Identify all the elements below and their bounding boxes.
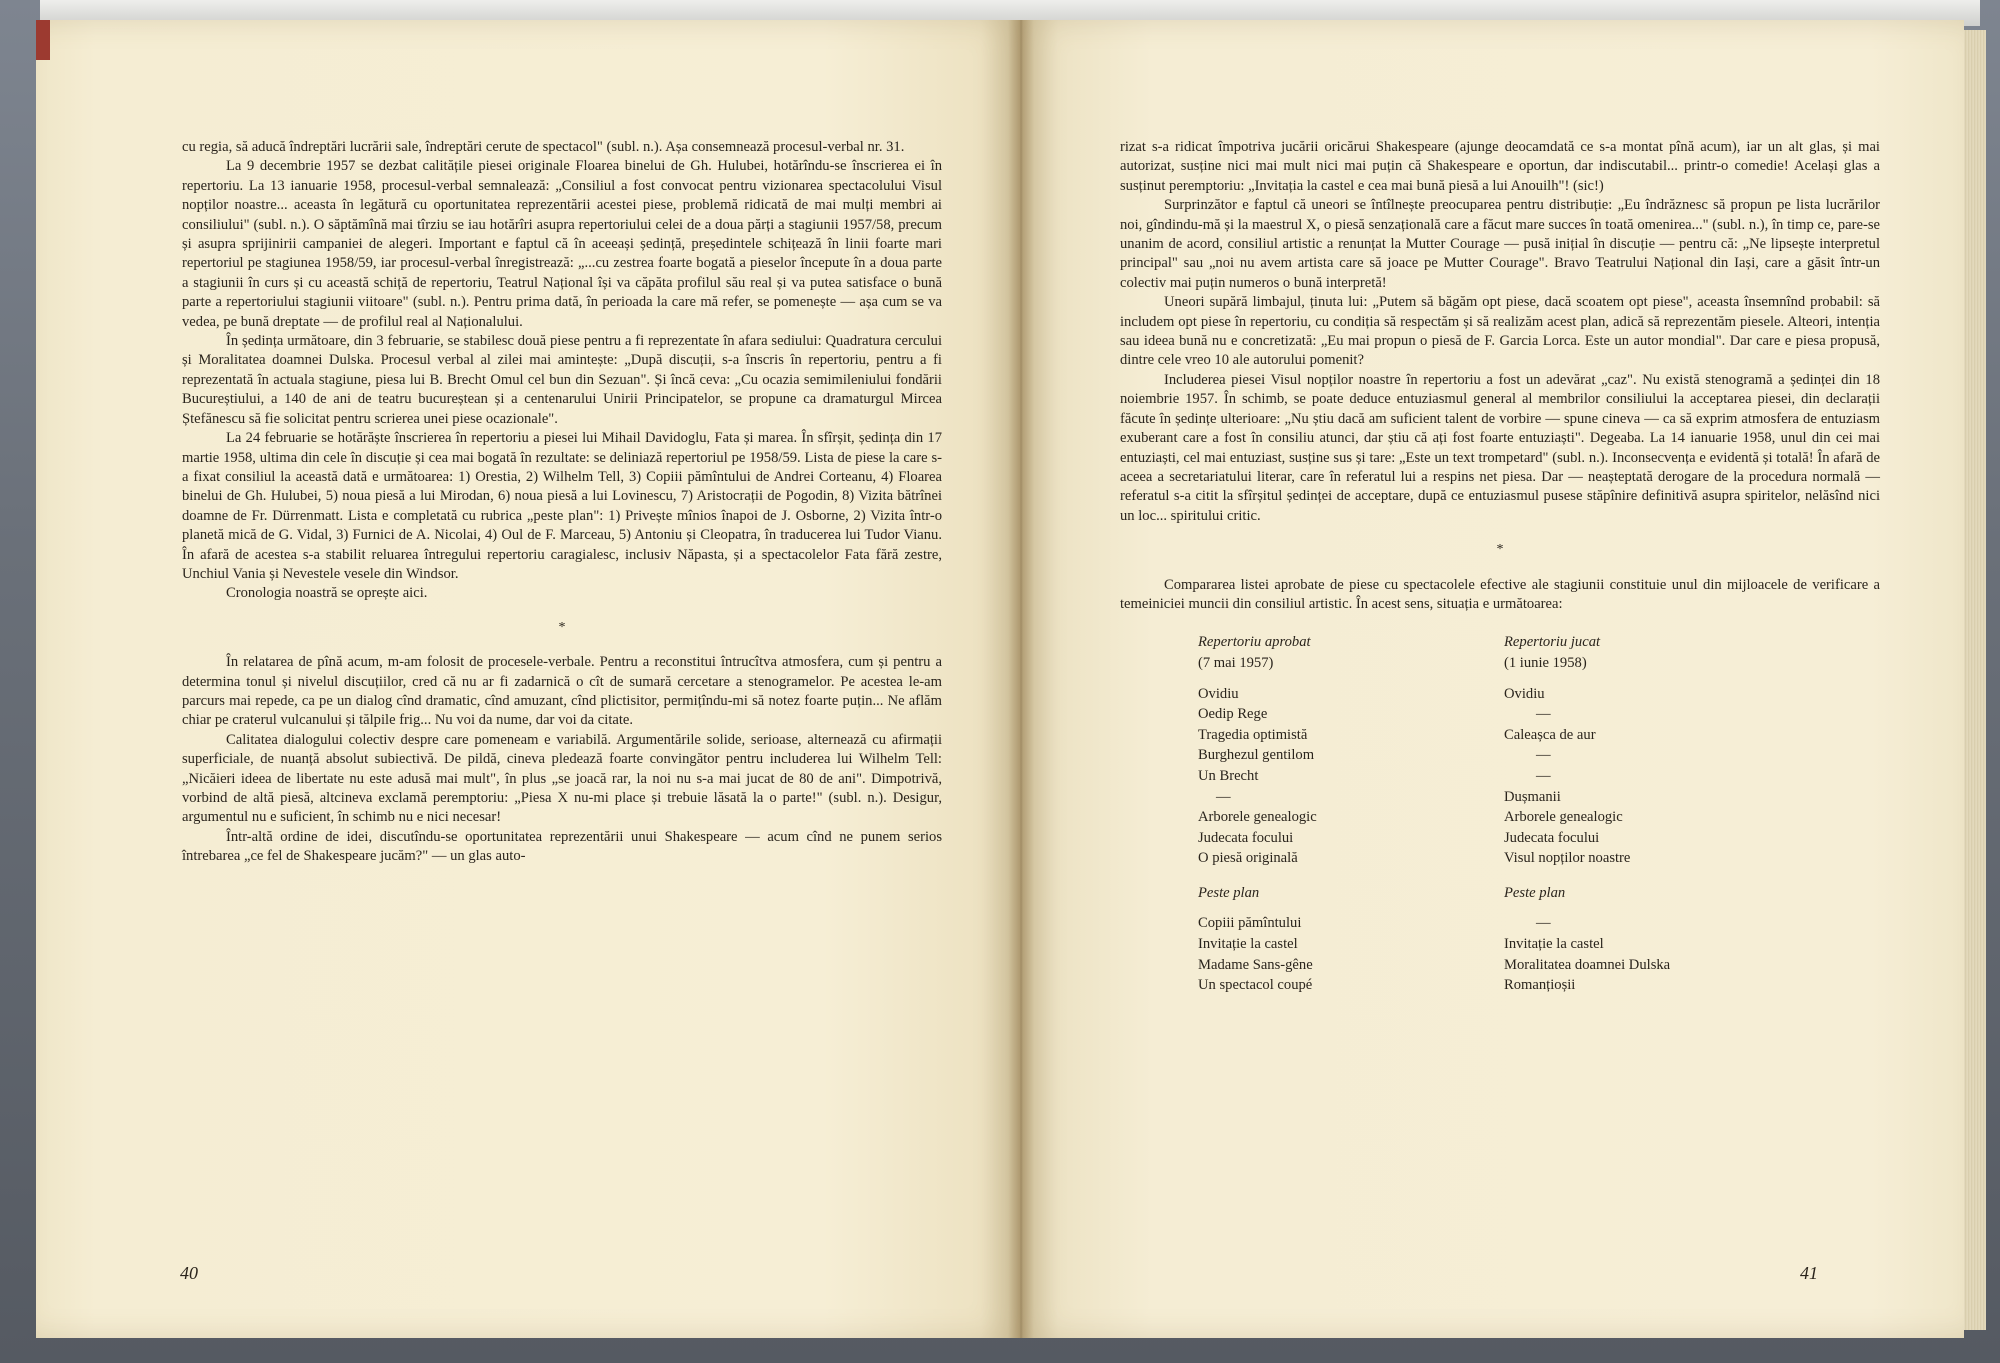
column-date: (7 mai 1957) <box>1198 654 1274 671</box>
list-item: O piesă originală <box>1198 850 1298 867</box>
page-number: 41 <box>1800 1263 1818 1283</box>
list-item: — <box>1216 788 1231 805</box>
paragraph: rizat s-a ridicat împotriva jucării oricărui Shakespeare (ajunge deocamdată ce s-a montat pînă acum), iar un alt glas, și mai autorizat, susține nici mai mult nici mai puțin că Shakespeare e oportun, dar indiscutabil... printr-o comedie! Același glas a susținut peremptoriu: „Invitația la castel e cea mai bună piesă a lui Anouilh"! (sic!) <box>1120 139 1880 194</box>
right-text-column <box>1120 138 1880 1012</box>
list-item: Ovidiu <box>1504 685 1545 702</box>
extra-title: Peste plan <box>1198 884 1260 901</box>
approved-repertoire-column <box>1198 632 1498 996</box>
page-stack-edge <box>1964 30 1986 1330</box>
list-item: Ovidiu <box>1198 685 1239 702</box>
list-item: Un Brecht <box>1198 767 1259 784</box>
bookmark-edge <box>36 20 50 60</box>
list-item: Romanțioșii <box>1504 977 1576 994</box>
paragraph: În ședința următoare, din 3 februarie, se stabilesc două piese pentru a fi reprezentate în afara sediului: Quadratura cercului și Moralitatea doamnei Dulska. Procesul verbal al zilei mai amintește: „După discuții, s-a înscris în repertoriu, pentru a fi reprezentată în actuala stagiune, piesa lui B. Brecht Omul cel bun din Sezuan". Și încă ceva: „Cu ocazia semimileniului fondării Bucureștiului, a 140 de ani de teatru bucureștean și a centenarului Unirii Principatelor, se propune ca dramaturgul Mircea Ștefănescu să fie solicitat pentru scrierea unei piese ocazionale". <box>182 333 942 427</box>
paragraph: Calitatea dialogului colectiv despre care pomeneam e variabilă. Argumentările solide, serioase, alternează cu afirmații superficiale, de nuanță absolut subiectivă. De pildă, cineva pledează foarte convingător pentru includerea lui Wilhelm Tell: „Nicăieri ideea de libertate nu este adusă mai mult", în plus „se joacă rar, la noi nu s-a mai jucat de 80 de ani". Dimpotrivă, vorbind de altă piesă, altcineva exclamă peremptoriu: „Piesa X nu-mi place și trebuie lăsată la o parte!" (subl. n.). Desigur, argumentul nu e suficient, în schimb nu e nici necesar! <box>182 731 942 826</box>
paragraph: Uneori supără limbajul, ținuta lui: „Putem să băgăm opt piese, dacă scoatem opt piese", aceasta însemnînd probabil: să includem opt piese în repertoriu, cu condiția să respectăm și să realizăm acest plan, adică să reprezentăm piesele. Alteori, intenția sau ideea bună nu e concretizată: „Eu mai propun o piesă de F. Garcia Lorca. Este un autor mondial". Dar care e piesa propusă, dintre cele vreo 10 ale autorului pomenit? <box>1120 294 1880 369</box>
list-item: Dușmanii <box>1504 788 1561 805</box>
section-separator: * <box>1496 542 1504 558</box>
page-number: 40 <box>180 1263 198 1283</box>
list-item: Moralitatea doamnei Dulska <box>1504 956 1671 973</box>
list-item: — <box>1536 706 1551 723</box>
left-text-column <box>182 138 942 867</box>
list-item: — <box>1536 747 1551 764</box>
extra-title: Peste plan <box>1504 884 1566 901</box>
list-item: Tragedia optimistă <box>1198 726 1308 743</box>
book-gutter <box>1008 20 1034 1338</box>
paragraph: cu regia, să aducă îndreptări lucrării sale, îndreptări cerute de spectacol" (subl. n.). Așa consemnează procesul-verbal nr. 31. <box>182 139 905 155</box>
section-separator: * <box>558 619 566 635</box>
list-item: — <box>1536 915 1551 932</box>
paragraph: Surprinzător e faptul că uneori se întîlnește preocuparea pentru distribuție: „Eu îndrăznesc să propun pe lista lucrărilor noi, gîndindu-mă și la maestrul X, o piesă senzațională care a făcut mare succes în toată omenirea..." (subl. n.), în timp ce, pare-se unanim de acord, consiliul artistic a renunțat la Mutter Courage — pusă inițial în discuție — pentru că: „Ne lipsește interpretul principal" sau „noi nu avem artista care să joace pe Mutter Courage". Bravo Teatrului Național din Iași, care a găsit într-un colectiv mai puțin numeros o bună interpretă! <box>1120 197 1880 291</box>
list-item: Arborele genealogic <box>1504 809 1623 826</box>
column-title: Repertoriu aprobat <box>1198 634 1311 651</box>
list-item: Copiii pămîntului <box>1198 915 1302 932</box>
paragraph: La 9 decembrie 1957 se dezbat calitățile piesei originale Floarea binelui de Gh. Hulubei, hotărîndu-se înscrierea ei în repertoriu. La 13 ianuarie 1958, procesul-verbal semnalează: „Consiliul a fost convocat pentru vizionarea spectacolului Visul nopților noastre... aceasta în legătură cu oportunitatea reprezentării acestei piese, problemă ridicată de mai mulți membri ai consiliului" (subl. n.). O săptămînă mai tîrziu se iau hotărîri asupra repertoriului celei de a doua părți a stagiunii 1957/58, precum și asupra sprijinirii campaniei de alegeri. Important e faptul că în aceeași ședință, președintele schițează în linii foarte mari repertoriul pe stagiunea 1958/59, iar procesul-verbal înregistrează: „...cu zestrea foarte bogată a pieselor începute în a doua parte a stagiunii în curs și cu această schiță de repertoriu, Teatrul Național își va căpăta profilul său real și va putea satisface o bună parte a repertoriului stagiunii viitoare" (subl. n.). Pentru prima dată, în perioada la care mă refer, se pomenește — așa cum se va vedea, pe bună dreptate — de profilul real al Naționalului. <box>182 158 942 330</box>
paragraph: La 24 februarie se hotărăște înscrierea în repertoriu a piesei lui Mihail Davidoglu, Fata și marea. În sfîrșit, ședința din 17 martie 1958, ultima din cele în discuție și cea mai bogată în rezultate: se deliniază repertoriul pe 1958/59. Lista de piese la care s-a fixat consiliul la această dată e următoarea: 1) Orestia, 2) Wilhelm Tell, 3) Copiii pămîntului de Andrei Corteanu, 4) Floarea binelui de Gh. Hulubei, 5) noua piesă a lui Mirodan, 6) noua piesă a lui Lovinescu, 7) Aristocrații de Pogodin, 8) Vizita bătrînei doamne de Fr. Dürrenmatt. Lista e completată cu rubrica „peste plan": 1) Privește mînios înapoi de J. Osborne, 2) Vizita într-o planetă mică de G. Vidal, 3) Furnici de A. Nicolai, 4) Oul de F. Marceau, 5) Antoniu și Cleopatra, în traducerea lui Tudor Vianu. În afară de acestea s-a stabilit reluarea întregului repertoriu caragialesc, inclusiv Năpasta, și a spectacolelor Fata fără zestre, Unchiul Vania și Nevestele vesele din Windsor. <box>182 430 942 582</box>
list-item: Madame Sans-gêne <box>1198 956 1313 973</box>
left-page <box>36 20 1020 1338</box>
paragraph: Cronologia noastră se oprește aici. <box>226 585 428 602</box>
list-item: Invitație la castel <box>1198 936 1298 953</box>
list-item: Visul nopților noastre <box>1504 850 1631 867</box>
paragraph: Compararea listei aprobate de piese cu spectacolele efective ale stagiunii constituie unul din mijloacele de verificare a temeiniciei muncii din consiliul artistic. În acest sens, situația e următoarea: <box>1120 576 1880 612</box>
list-item: — <box>1536 767 1551 784</box>
list-item: Oedip Rege <box>1198 706 1268 723</box>
right-page <box>1020 20 1964 1338</box>
paragraph: În relatarea de pînă acum, m-am folosit de procesele-verbale. Pentru a reconstitui întrucîtva atmosfera, cum și pentru a determina tonul și nivelul discuțiilor, cred că nu ar fi zadarnică o cît de sumară cercetare a stenogramelor. Pe acestea le-am parcurs mai repede, ca pe un dialog cînd dramatic, cînd amuzant, cînd plictisitor, permițîndu-mi să notez foarte puțin... Ne aflăm chiar pe craterul vulcanului și tălpile frig... Nu voi da nume, dar voi da citate. <box>182 654 942 729</box>
list-item: Un spectacol coupé <box>1198 977 1313 994</box>
list-item: Caleașca de aur <box>1504 726 1596 743</box>
played-repertoire-column <box>1504 632 1804 996</box>
list-item: Arborele genealogic <box>1198 809 1317 826</box>
repertoire-comparison <box>1120 632 1880 1012</box>
paragraph: Într-altă ordine de idei, discutîndu-se oportunitatea reprezentării unui Shakespeare — acum cînd ne punem serios întrebarea „ce fel de Shakespeare jucăm?" — un glas auto- <box>182 828 942 865</box>
list-item: Burghezul gentilom <box>1198 747 1315 764</box>
list-item: Invitație la castel <box>1504 936 1604 953</box>
paragraph: Includerea piesei Visul nopților noastre în repertoriu a fost un adevărat „caz". Nu există stenogramă a ședinței din 18 noiembrie 1957. În schimb, se poate deduce entuziasmul general al membrilor consiliului la acceptarea piesei, din declarații făcute în ședințe ulterioare: „Nu știu dacă am suficient talent de vorbire — spune cineva — ca să exprim atmosfera de entuziasm exuberant care a fost în consiliu atunci, dar știu că ați fost foarte entuziaști". Degeaba. La 14 ianuarie 1958, unul din cei mai entuziaști, cel mai entuziast, susține sus și tare: „Este un text trompetard" (subl. n.). Inconsecvența e evidentă și totală! În afară de aceea a secretariatului literar, care în referatul lui a respins net piesa. Dar — neașteptată derogare de la procedura normală — referatul s-a citit la sfîrșitul ședinței de acceptare, după ce entuziasmul pusese stăpînire definitivă asupra spiritelor, nelăsînd nici un loc... spiritului critic. <box>1120 371 1880 524</box>
list-item: Judecata focului <box>1504 829 1600 846</box>
list-item: Judecata focului <box>1198 829 1294 846</box>
column-title: Repertoriu jucat <box>1504 634 1601 651</box>
column-date: (1 iunie 1958) <box>1504 654 1587 671</box>
